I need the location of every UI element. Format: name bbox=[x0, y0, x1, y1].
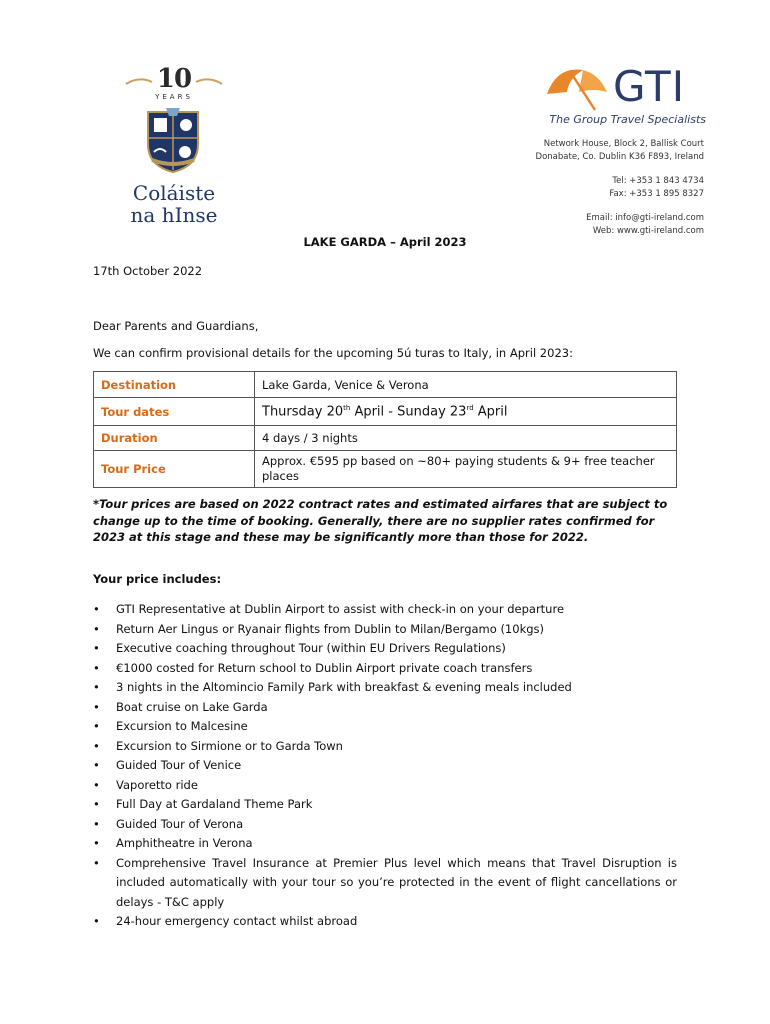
list-item: • 3 nights in the Altomincio Family Park with breakfast & evening meals included bbox=[93, 678, 677, 698]
list-item: • Guided Tour of Verona bbox=[93, 815, 677, 835]
gti-fax: Fax: +353 1 895 8327 bbox=[609, 188, 704, 199]
tour-details-table bbox=[93, 371, 677, 488]
letter-title: LAKE GARDA – April 2023 bbox=[303, 235, 467, 249]
includes-list bbox=[93, 600, 677, 932]
swash-decoration-icon bbox=[124, 72, 224, 92]
bullet-icon: • bbox=[93, 738, 100, 753]
bullet-icon: • bbox=[93, 914, 100, 928]
school-name bbox=[114, 182, 234, 226]
tour-dates-value: Thursday 20th April - Sunday 23rd April bbox=[255, 398, 677, 426]
bullet-icon: • bbox=[93, 836, 100, 850]
letter-date: 17th October 2022 bbox=[93, 264, 203, 278]
gti-tagline: The Group Travel Specialists bbox=[549, 113, 706, 126]
list-item: • Boat cruise on Lake Garda bbox=[93, 698, 677, 718]
table-row bbox=[94, 426, 677, 451]
bullet-icon: • bbox=[93, 719, 100, 733]
gti-logo-text: GTI bbox=[613, 62, 686, 111]
bullet-icon: • bbox=[93, 816, 100, 831]
bullet-icon: • bbox=[93, 680, 100, 694]
tour-price-value: Approx. €595 pp based on ~80+ paying students & 9+ free teacher places bbox=[255, 451, 677, 488]
anniversary-number: 10 bbox=[156, 64, 192, 94]
list-item: • Guided Tour of Venice bbox=[93, 756, 677, 776]
gti-address-line1: Network House, Block 2, Ballisk Court bbox=[543, 139, 704, 149]
price-disclaimer: *Tour prices are based on 2022 contract rates and estimated airfares that are subject to change up to the time of booking. Generally, there are no supplier rates confirmed for 2023 at this stage and these may be significantly more than those for 2022. bbox=[93, 497, 668, 544]
school-crest-icon bbox=[144, 108, 202, 174]
gti-contact-block bbox=[520, 138, 704, 237]
list-item: • Full Day at Gardaland Theme Park bbox=[93, 795, 677, 815]
school-name-line1: Coláiste bbox=[132, 181, 216, 205]
bullet-icon: • bbox=[93, 758, 100, 772]
duration-label: Duration bbox=[94, 426, 255, 451]
gti-email-link[interactable]: Email: info@gti-ireland.com bbox=[586, 213, 704, 223]
letter-intro: We can confirm provisional details for the upcoming 5ú turas to Italy, in April 2023: bbox=[93, 346, 573, 360]
bullet-icon: • bbox=[93, 777, 100, 792]
list-item: • Amphitheatre in Verona bbox=[93, 834, 677, 854]
list-item: • Excursion to Sirmione or to Garda Town bbox=[93, 737, 677, 757]
anniversary-word: YEARS bbox=[155, 93, 193, 101]
list-item: • Vaporetto ride bbox=[93, 776, 677, 796]
table-row bbox=[94, 372, 677, 398]
gti-umbrella-mark-icon bbox=[543, 62, 611, 112]
list-item: • Return Aer Lingus or Ryanair flights from Dublin to Milan/Bergamo (10kgs) bbox=[93, 620, 677, 640]
list-item: • Comprehensive Travel Insurance at Premier Plus level which means that Travel Disruption is included automatically with your tour so you’re protected in the event of flight cancellations or delays - T&C apply bbox=[93, 855, 677, 909]
bullet-icon: • bbox=[93, 641, 100, 655]
letter-greeting: Dear Parents and Guardians, bbox=[93, 319, 259, 333]
bullet-icon: • bbox=[93, 660, 100, 675]
bullet-icon: • bbox=[93, 855, 100, 870]
gti-tel: Tel: +353 1 843 4734 bbox=[612, 176, 704, 186]
tour-dates-label: Tour dates bbox=[94, 398, 255, 426]
destination-label: Destination bbox=[94, 372, 255, 398]
destination-value: Lake Garda, Venice & Verona bbox=[255, 372, 677, 398]
table-row bbox=[94, 451, 677, 488]
bullet-icon: • bbox=[93, 621, 100, 636]
bullet-icon: • bbox=[93, 797, 100, 811]
table-row bbox=[94, 398, 677, 426]
school-logo bbox=[114, 66, 234, 236]
school-name-line2: na hInse bbox=[130, 203, 218, 227]
list-item: • Executive coaching throughout Tour (within EU Drivers Regulations) bbox=[93, 639, 677, 659]
list-item: • Excursion to Malcesine bbox=[93, 717, 677, 737]
list-item: • €1000 costed for Return school to Dublin Airport private coach transfers bbox=[93, 659, 677, 679]
duration-value: 4 days / 3 nights bbox=[255, 426, 677, 451]
list-item: • 24-hour emergency contact whilst abroad bbox=[93, 912, 677, 932]
gti-web-link[interactable]: Web: www.gti-ireland.com bbox=[592, 225, 704, 236]
gti-address-line2: Donabate, Co. Dublin K36 F893, Ireland bbox=[535, 151, 704, 162]
bullet-icon: • bbox=[93, 699, 100, 714]
anniversary-badge bbox=[124, 66, 224, 106]
bullet-icon: • bbox=[93, 602, 100, 616]
includes-heading: Your price includes: bbox=[93, 572, 222, 586]
tour-price-label: Tour Price bbox=[94, 451, 255, 488]
list-item: • GTI Representative at Dublin Airport to assist with check-in on your departure bbox=[93, 600, 677, 620]
